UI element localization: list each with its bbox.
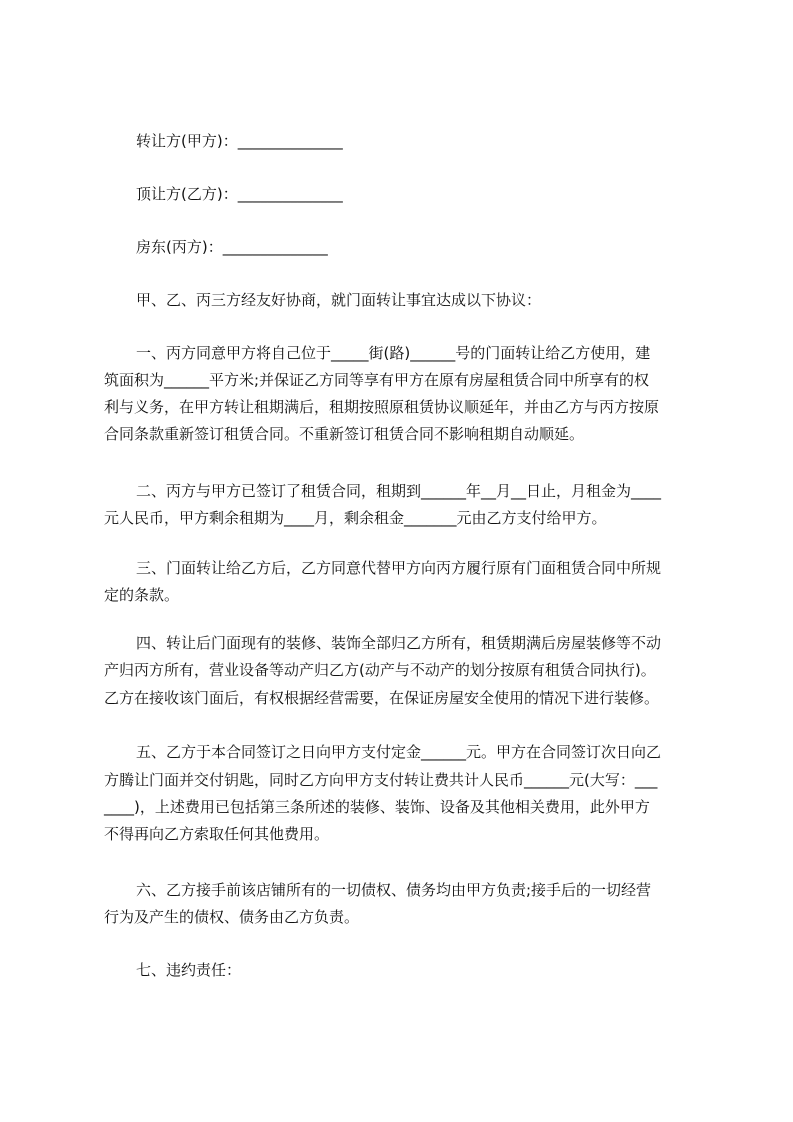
party-a-line: 转让方(甲方)：______________	[136, 132, 343, 150]
clause-line: 元人民币，甲方剩余租期为____月，剩余租金_______元由乙方支付给甲方。	[104, 509, 607, 527]
party-c-line: 房东(丙方)：______________	[136, 238, 328, 256]
clause-line: 四、转让后门面现有的装修、装饰全部归乙方所有，租赁期满后房屋装修等不动	[136, 634, 662, 652]
clause-line: 利与义务，在甲方转让租期满后，租期按照原租赁协议顺延年，并由乙方与丙方按原	[104, 398, 660, 416]
intro-paragraph: 甲、乙、丙三方经友好协商，就门面转让事宜达成以下协议：	[136, 291, 542, 309]
clause-line: 行为及产生的债权、债务由乙方负责。	[104, 908, 360, 926]
clause-line: 产归丙方所有，营业设备等动产归乙方(动产与不动产的划分按原有租赁合同执行)。	[104, 661, 656, 679]
clause-line: ____)，上述费用已包括第三条所述的装修、装饰、设备及其他相关费用，此外甲方	[104, 798, 650, 816]
clause-line: 合同条款重新签订租赁合同。不重新签订租赁合同不影响租期自动顺延。	[104, 425, 585, 443]
clause-line: 乙方在接收该门面后，有权根据经营需要，在保证房屋安全使用的情况下进行装修。	[104, 689, 660, 707]
clause-line: 一、丙方同意甲方将自己位于_____街(路)______号的门面转让给乙方使用，建	[136, 344, 651, 362]
clause-line: 方腾让门面并交付钥匙，同时乙方向甲方支付转让费共计人民币______元(大写：___	[104, 771, 658, 789]
clause-heading: 七、违约责任：	[136, 961, 242, 979]
clause-line: 筑面积为______平方米;并保证乙方同等享有甲方在原有房屋租赁合同中所享有的权	[104, 371, 650, 389]
clause-line: 六、乙方接手前该店铺所有的一切债权、债务均由甲方负责;接手后的一切经营	[136, 881, 652, 899]
clause-line: 三、门面转让给乙方后，乙方同意代替甲方向丙方履行原有门面租赁合同中所规	[136, 559, 662, 577]
clause-line: 二、丙方与甲方已签订了租赁合同，租期到______年__月__日止，月租金为____	[136, 482, 662, 500]
clause-line: 不得再向乙方索取任何其他费用。	[104, 825, 330, 843]
clause-line: 五、乙方于本合同签订之日向甲方支付定金______元。甲方在合同签订次日向乙	[136, 743, 662, 761]
party-b-line: 顶让方(乙方)：______________	[136, 185, 343, 203]
clause-line: 定的条款。	[104, 586, 180, 604]
